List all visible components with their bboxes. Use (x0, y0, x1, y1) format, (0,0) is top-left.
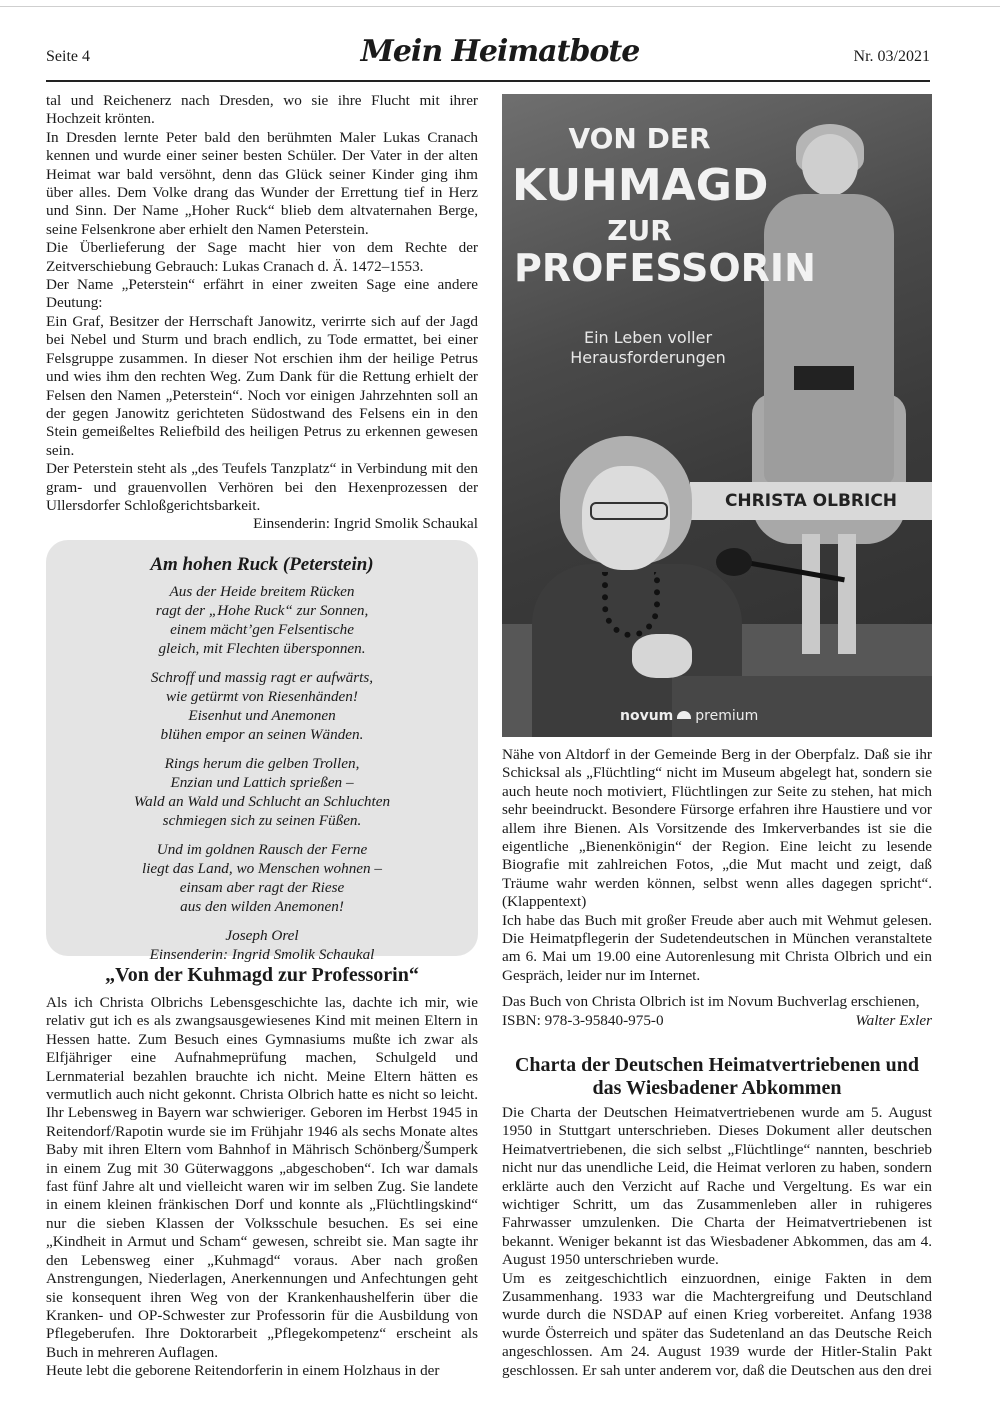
book-cover-image (502, 94, 932, 737)
poem-line: blühen empor an seinen Wänden. (160, 726, 364, 743)
poem-line: einem mächt’gen Felsentische (170, 621, 354, 638)
cover-girl-dress (764, 194, 894, 484)
isbn-line (502, 1012, 932, 1030)
publisher-line: premium (695, 708, 759, 724)
poem-line: schmiegen sich zu seinen Füßen. (162, 812, 362, 829)
cover-author: CHRISTA OLBRICH (724, 491, 898, 511)
poem-line: wie getürmt von Riesenhänden! (166, 688, 358, 705)
paragraph: Die Charta der Deutschen Heimatvertriebenen wurde am 5. August 1950 in Stuttgart unterschrieben. Dieses Dokument aller deutschen Heimatvertriebenen, die sich selbst „Flüchtlinge“ nannten, beschrieb nicht nur das unendliche Leid, die Heimat verloren zu haben, sondern erklärte auch den Verzicht auf Rache und Vergeltung. Es war ein wichtiger Schritt, um das Zusammenleben aller in ruhigeres Fahrwasser umzulenken. Die Charta der Heimatvertriebenen ist bekannt. Weniger bekannt ist das Wiesbadener Abkommen, das am 4. August 1950 unterschrieben wurde. (502, 1104, 932, 1269)
poem-sender: Einsenderin: Ingrid Smolik Schaukal (149, 946, 375, 963)
paragraph: tal und Reichenerz nach Dresden, wo sie ihre Flucht mit ihrer Hochzeit krönten. (46, 92, 478, 128)
poem-line: Rings herum die gelben Trollen, (164, 755, 360, 772)
poem-title: Am hohen Ruck (Peterstein) (150, 554, 374, 575)
cover-publisher (620, 708, 758, 724)
cover-subtitle: Ein Leben voller Herausforderungen (570, 328, 726, 367)
poem-line: Wald an Wald und Schlucht an Schluchten (133, 793, 391, 810)
cover-microphone-icon (716, 548, 752, 576)
paragraph: Die Überlieferung der Sage macht hier von dem Rechte der Zeitverschiebung Gebrauch: Lukas Cranach d. Ä. 1472–1553. (46, 239, 478, 275)
publisher-logo-icon (677, 711, 691, 719)
cover-title-line: KUHMAGD (512, 160, 769, 211)
top-edge-line (0, 6, 1000, 7)
signature: Einsenderin: Ingrid Smolik Schaukal (253, 515, 478, 533)
poem-line: gleich, mit Flechten übersponnen. (158, 640, 366, 657)
cover-title-line: ZUR (607, 214, 672, 247)
poem-line: Aus der Heide breitem Rücken (169, 583, 355, 600)
cover-microphone-stem (746, 560, 845, 582)
cover-girl-face (802, 134, 858, 196)
paragraph: In Dresden lernte Peter bald den berühmten Maler Lukas Cranach kennen und wurde einer seiner besten Schüler. Der Vater in der alten Heimat war bald versöhnt, denn das Glück seiner Kinder ging ihm über alles. Dem Volke drang das Wunder der Errettung tief in Herz und Sinn. Der Name „Hoher Ruck“ blieb dem altvaternahen Berge, seine Felsenkrone aber erhielt den Namen Peterstein. (46, 128, 478, 238)
paragraph: Um es zeitgeschichtlich einzuordnen, einige Fakten in dem Zusammenhang. 1933 war die Machtergreifung und Deutschland wurde durch die NSDAP auf einen Krieg vorbereitet. Anfang 1938 wurde Österreich und später das Sudetenland an das Deutsche Reich angeschlossen. Am 24. August 1939 wurde der Hitler-Stalin Pakt geschlossen. Er sah unter anderem vor, daß die Deutschen aus den drei (502, 1269, 932, 1379)
charta-heading: Charta der Deutschen Heimatvertriebenen und das Wiesbadener Abkommen (514, 1054, 920, 1099)
poem-author: Joseph Orel (225, 927, 299, 944)
poem-body (46, 582, 478, 964)
paragraph: Nähe von Altdorf in der Gemeinde Berg in der Oberpfalz. Daß sie ihr Schicksal als „Flüchtling“ nicht im Museum abgelegt hat, sondern sie auch heute noch motiviert, Flüchtlingen zur Seite zu stehen, hat mich sehr beeindruckt. Besondere Fürsorge erfahren ihre Haustiere und vor allem ihre Bienen. Als Vorsitzende des Imkerverbandes ist sie die eigentliche „Bienenkönigin“ der Region. Eine leicht zu lesende Biografie mit zahlreichen Fotos, „die Mut macht und zeigt, daß Träume wahr werden können, selbst wenn alles dagegen spricht“. (Klappentext) (502, 746, 932, 911)
sage-article (46, 92, 478, 534)
poem-line: Und im goldnen Rausch der Ferne (156, 841, 368, 858)
cover-lectern (672, 676, 932, 737)
paragraph: Als ich Christa Olbrichs Lebensgeschichte las, dachte ich mir, wie relativ gut ich es als zwangsausgewiesenes Kind mit meinen Eltern in Hessen hatte. Zum Besuch eines Gymnasiums mußte ich zwar als Elfjähriger eine Aufnahmeprüfung machen, Schulgeld und Lernmaterial bezahlen brauchte ich nicht. Meine Eltern hätten es vermutlich auch nicht gekonnt. Christa Olbrich hatte es nicht so leicht. Ihr Lebensweg in Bayern war schwieriger. Geboren im Herbst 1945 in Reitendorf/Rapotin wurde sie im Frühjahr 1946 als sechs Monate altes Baby mit ihren Eltern vom Bahnhof in Mährisch Schönberg/Šumperk in einem Zug mit 30 Güterwaggons „abgeschoben“. Ich war damals fast fünf Jahre alt und vielleicht waren wir im selben Zug. Sie landete in einem kleinen fränkischen Dorf und konnte als „Flüchtlingskind“ nur die sieben Klassen der Volksschule besuchen. Es sei eine „Kindheit in Armut und Scham“ gewesen, schreibt sie. Man sagte ihr den Lebensweg einer „Kuhmagd“ voraus. Aber nach großen Anstrengungen, Niederlagen, Anerkennungen und Anfechtungen geht sie konsequent ihren Weg von der Krankenhaushelferin über die Kranken- und OP-Schwester zur Professorin für die Ausbildung von Pflegeberufen. Ihre Doktorarbeit „Pflegekompetenz“ erscheint als Buch in mehreren Auflagen. (46, 994, 478, 1361)
issue-number: Nr. 03/2021 (853, 48, 930, 65)
poem-line: Eisenhut und Anemonen (188, 707, 336, 724)
poem-stanza (46, 668, 478, 744)
isbn: ISBN: 978-3-95840-975-0 (502, 1011, 664, 1029)
kuhmagd-article (46, 994, 478, 1381)
paragraph: Ich habe das Buch mit großer Freude aber auch mit Wehmut gelesen. Die Heimatpflegerin der Sudetendeutschen in München veranstaltete am 6. Mai um 19.00 eine Autorenlesung mit Christa Olbrich und ein Gespräch, leider nur im Internet. (502, 911, 932, 984)
kuhmagd-continuation (502, 746, 932, 1030)
poem-stanza (46, 840, 478, 916)
page-number: Seite 4 (46, 48, 90, 65)
paragraph: Ein Graf, Besitzer der Herrschaft Janowitz, verirrte sich auf der Jagd bei Nebel und Sturm und brach endlich, zu Tode ermattet, bei einer Felsgruppe zusammen. In dieser Not erschien ihm der heilige Petrus und wies ihm den rechten Weg. Zum Dank für die Rettung erhielt der Felsen den Namen „Peterstein“. Noch vor einigen Jahrzehnten soll an der gegen Janowitz gerichteten Südostwand des Felsens ein in den Stein gemeißeltes Reliefbild des heiligen Petrus zu erkennen gewesen sein. (46, 312, 478, 459)
cover-woman-glasses (590, 502, 668, 520)
cover-title-line: PROFESSORIN (514, 246, 816, 290)
cover-girl-leg (838, 534, 856, 654)
poem-credits (46, 926, 478, 964)
poem-line: einsam aber ragt der Riese (179, 879, 345, 896)
cover-woman-necklace (602, 572, 660, 638)
masthead-logo: Mein Heimatbote (360, 34, 640, 69)
header-rule (46, 80, 930, 82)
cover-title-line: VON DER (568, 122, 711, 155)
paragraph: Heute lebt die geborene Reitendorferin in einem Holzhaus in der (46, 1362, 440, 1380)
poem-stanza (46, 754, 478, 830)
spacer (502, 985, 932, 993)
article-author: Walter Exler (855, 1011, 932, 1029)
cover-girl-book (794, 366, 854, 390)
cover-girl-leg (802, 534, 820, 654)
kuhmagd-heading: „Von der Kuhmagd zur Professorin“ (105, 964, 419, 986)
charta-article (502, 1104, 932, 1380)
poem-line: Schroff und massig ragt er aufwärts, (150, 669, 374, 686)
cover-author-band (690, 482, 932, 520)
paragraph: Der Peterstein steht als „des Teufels Tanzplatz“ in Verbindung mit den gram- und grauenvollen Verhören bei den Hexenprozessen der Ullersdorfer Schloßgerichtsbarkeit. (46, 460, 478, 514)
poem-line: Enzian und Lattich sprießen – (170, 774, 354, 791)
poem-line: ragt der „Hohe Ruck“ zur Sonnen, (155, 602, 369, 619)
poem-line: liegt das Land, wo Menschen wohnen – (141, 860, 383, 877)
cover-woman-hands (632, 634, 692, 678)
poem-stanza (46, 582, 478, 658)
poem-line: aus den wilden Anemonen! (180, 898, 344, 915)
poem-box (46, 540, 478, 963)
book-info: Das Buch von Christa Olbrich ist im Novum Buchverlag erschienen, (502, 993, 920, 1011)
publisher-name: novum (620, 708, 674, 724)
paragraph: Der Name „Peterstein“ erfährt in einer zweiten Sage eine andere Deutung: (46, 276, 478, 312)
